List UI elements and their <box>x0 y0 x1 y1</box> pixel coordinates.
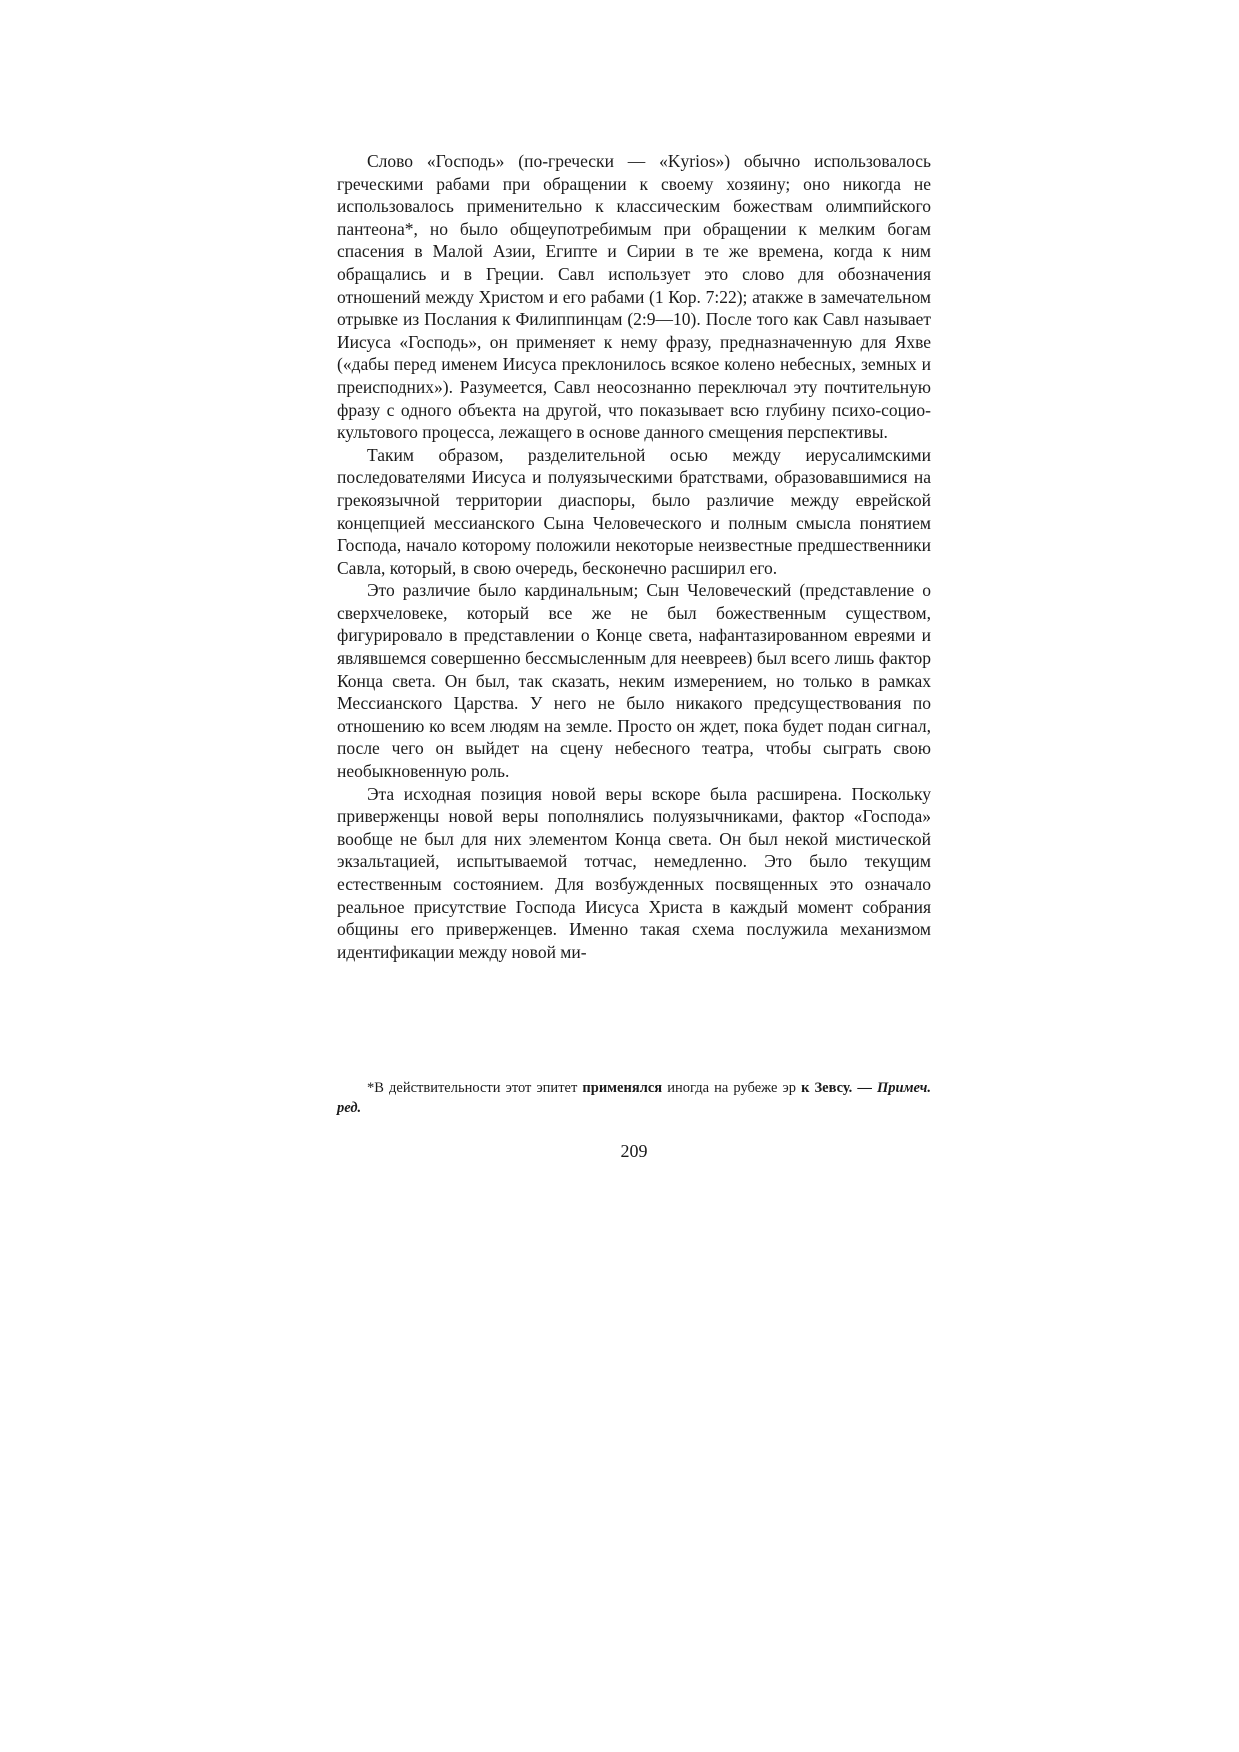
page-number: 209 <box>620 1141 648 1161</box>
paragraph-2: Таким образом, разделительной осью между иерусалимскими последователями Иисуса и полуязыческими братствами, образовавшимися на грекоязычной территории диаспоры, было различие между еврейской концепцией мессианского Сына Человеческого и полным смысла понятием Господа, начало которому положили некоторые неизвестные предшественники Савла, который, в свою очередь, бесконечно расширил его. <box>337 444 931 578</box>
footnote-editor-note: Примеч. ред. <box>337 1080 931 1116</box>
paragraph-1: Слово «Господь» (по-гречески — «Kyrios») обычно использовалось греческими рабами при обращении к своему хозяину; оно никогда не использовалось применительно к классическим божествам олимпийского пантеона*, но было общеупотребимым при обращении к мелким богам спасения в Малой Азии, Египте и Сирии в те же времена, когда к ним обращались и в Греции. Савл использует это слово для обозначения отношений между Христом и его рабами (1 Кор. 7:22); атакже в замечательном отрывке из Послания к Филиппинцам (2:9—10). После того как Савл называет Иисуса «Господь», он применяет к нему фразу, предназначенную для Яхве («дабы перед именем Иисуса преклонилось всякое колено небесных, земных и преисподних»). Разумеется, Савл неосознанно переключал эту почтительную фразу с одного объекта на другой, что показывает всю глубину психо-социо-культового процесса, лежащего в основе данного смещения перспективы. <box>337 151 931 443</box>
paragraph-3: Это различие было кардинальным; Сын Человеческий (представление о сверхчеловеке, который все же не был божественным существом, фигурировало в представлении о Конце света, нафантазированном евреями и являвшемся совершенно бессмысленным для неевреев) был всего лишь фактор Конца света. Он был, так сказать, неким измерением, но только в рамках Мессианского Царства. У него не было никакого предсуществования по отношению ко всем людям на земле. Просто он ждет, пока будет подан сигнал, после чего он выйдет на сцену небесного театра, чтобы сыграть свою необыкновенную роль. <box>337 580 931 782</box>
page-body <box>337 150 931 963</box>
footnote <box>337 1078 931 1118</box>
footnote-bold-zeus: к Зевсу. — <box>801 1080 872 1096</box>
footnote-bold-term: применялся <box>582 1080 663 1096</box>
footnote-text: *В действительности этот эпитет <box>367 1080 583 1096</box>
paragraph-4: Эта исходная позиция новой веры вскоре была расширена. Поскольку приверженцы новой веры пополнялись полуязычниками, фактор «Господа» вообще не был для них элементом Конца света. Он был некой мистической экзальтацией, испытываемой тотчас, немедленно. Это было текущим естественным состоянием. Для возбужденных посвященных это означало реальное присутствие Господа Иисуса Христа в каждый момент собрания общины его приверженцев. Именно такая схема послужила механизмом идентификации между новой ми- <box>337 783 931 962</box>
footnote-text-continued: иногда на рубеже эр <box>662 1080 802 1096</box>
